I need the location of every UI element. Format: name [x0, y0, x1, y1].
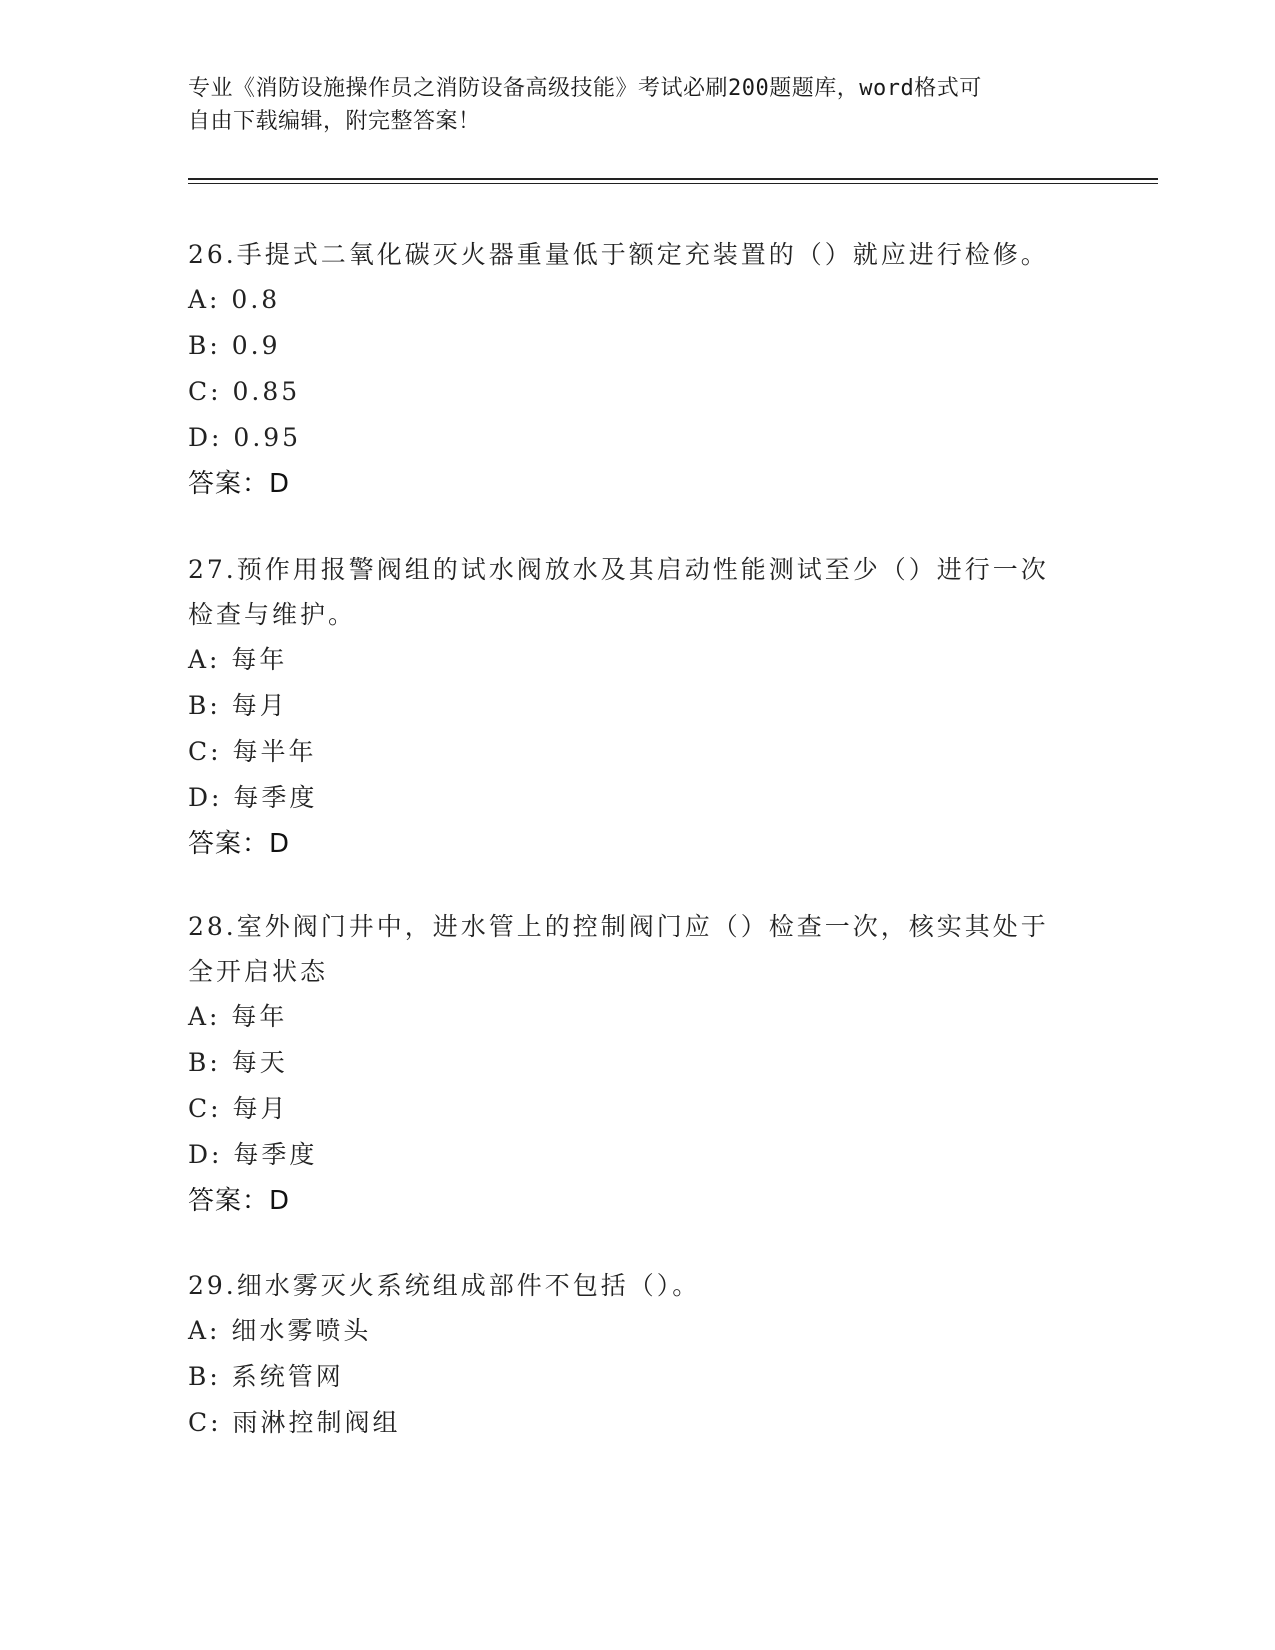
option-a: A: 0.8 — [188, 285, 281, 314]
question-stem-line-1: 27.预作用报警阀组的试水阀放水及其启动性能测试至少（）进行一次 — [188, 555, 1049, 584]
question-stem-line-1: 28.室外阀门井中，进水管上的控制阀门应（）检查一次，核实其处于 — [188, 912, 1049, 941]
header-divider-thick — [188, 178, 1158, 180]
answer: 答案：D — [188, 469, 291, 499]
question-29 — [188, 1263, 1088, 1446]
option-c: C: 0.85 — [188, 377, 301, 406]
option-d: D: 每季度 — [188, 1140, 318, 1169]
question-26 — [188, 232, 1088, 507]
option-a: A: 每年 — [188, 1002, 288, 1031]
option-b: B: 每月 — [188, 691, 288, 720]
option-d: D: 每季度 — [188, 783, 318, 812]
option-d: D: 0.95 — [188, 423, 302, 452]
option-a: A: 每年 — [188, 645, 288, 674]
option-c: C: 每半年 — [188, 737, 317, 766]
answer: 答案：D — [188, 829, 291, 859]
question-28 — [188, 904, 1088, 1224]
question-stem-line-2: 全开启状态 — [188, 957, 329, 986]
header-line-1: 专业《消防设施操作员之消防设备高级技能》考试必刷200题题库，word格式可 — [188, 76, 982, 101]
option-c: C: 每月 — [188, 1094, 289, 1123]
option-c: C: 雨淋控制阀组 — [188, 1408, 401, 1437]
question-stem: 29.细水雾灭火系统组成部件不包括（）。 — [188, 1271, 701, 1300]
question-27 — [188, 547, 1088, 867]
option-b: B: 每天 — [188, 1048, 288, 1077]
question-stem: 26.手提式二氧化碳灭火器重量低于额定充装置的（）就应进行检修。 — [188, 240, 1049, 269]
header-line-2: 自由下载编辑，附完整答案！ — [188, 109, 481, 134]
answer: 答案：D — [188, 1186, 291, 1216]
option-a: A: 细水雾喷头 — [188, 1316, 372, 1345]
option-b: B: 系统管网 — [188, 1362, 344, 1391]
header-divider-thin — [188, 183, 1158, 184]
document-header — [188, 72, 1068, 138]
question-stem-line-2: 检查与维护。 — [188, 600, 357, 629]
option-b: B: 0.9 — [188, 331, 281, 360]
